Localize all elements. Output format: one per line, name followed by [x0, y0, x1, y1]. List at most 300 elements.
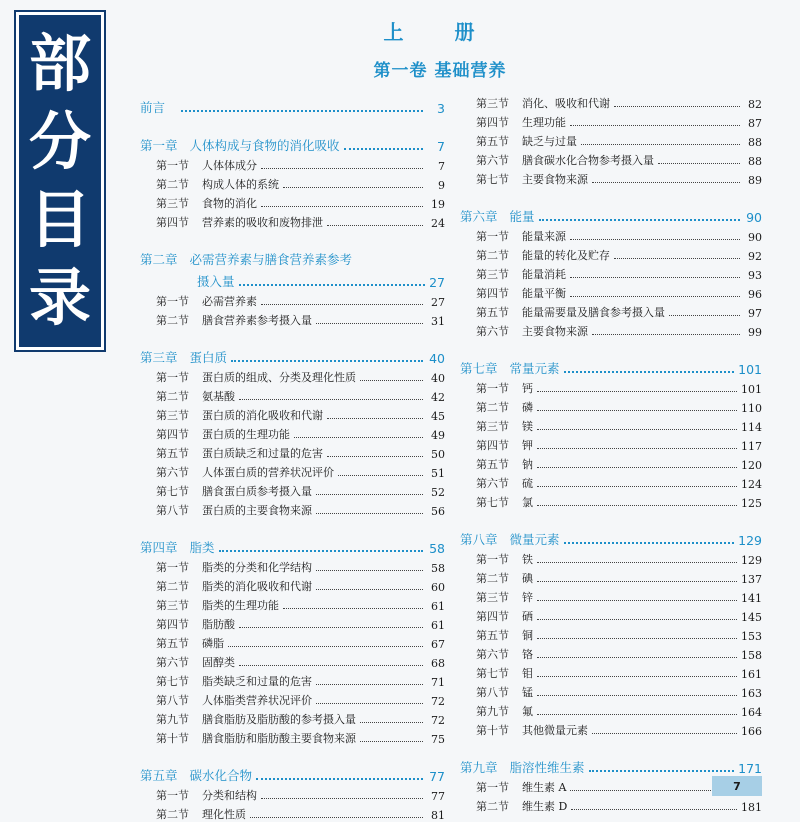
dot-leader [537, 714, 737, 715]
section-entry [140, 575, 445, 594]
section-title: 铬 [522, 648, 533, 661]
section-page: 40 [431, 372, 445, 385]
section-number: 第一节 [156, 371, 189, 384]
section-page: 49 [431, 429, 445, 442]
section-title: 分类和结构 [202, 789, 257, 802]
chapter-title: 常量元素 [509, 361, 560, 376]
section-number: 第三节 [156, 409, 189, 422]
section-page: 45 [431, 410, 445, 423]
section-entry [140, 192, 445, 211]
section-title: 能量需要量及膳食参考摄入量 [522, 306, 665, 319]
section-entry [140, 727, 445, 746]
dot-leader [219, 550, 423, 552]
chapter-page: 90 [746, 210, 762, 225]
dot-leader [316, 323, 423, 324]
section-entry [460, 719, 762, 738]
section-title: 铁 [522, 553, 533, 566]
section-title: 主要食物来源 [522, 325, 588, 338]
dot-leader [360, 722, 423, 723]
section-page: 19 [431, 198, 445, 211]
toc-left-column [140, 92, 445, 822]
section-title: 脂肪酸 [202, 618, 235, 631]
chapter-title: 脂溶性维生素 [509, 760, 585, 775]
section-title: 主要食物来源 [522, 173, 588, 186]
section-page: 51 [431, 467, 445, 480]
section-page: 114 [741, 421, 762, 434]
dot-leader [539, 219, 740, 221]
section-number: 第四节 [156, 216, 189, 229]
section-entry [140, 651, 445, 670]
section-page: 7 [438, 160, 445, 173]
section-title: 氟 [522, 705, 533, 718]
section-number: 第六节 [156, 656, 189, 669]
section-entry [460, 548, 762, 567]
dot-leader [537, 600, 737, 601]
sidebar-char: 目 [28, 183, 91, 256]
section-gap [140, 746, 445, 760]
dot-leader [589, 770, 735, 772]
section-number: 第七节 [476, 667, 509, 680]
section-page: 87 [748, 117, 762, 130]
dot-leader [537, 638, 737, 639]
section-entry [460, 700, 762, 719]
section-number: 第四节 [156, 618, 189, 631]
chapter-line-1 [140, 250, 445, 268]
section-page: 88 [748, 136, 762, 149]
section-gap [460, 339, 762, 353]
section-number: 第四节 [476, 287, 509, 300]
section-title: 能量消耗 [522, 268, 566, 281]
section-number: 第七节 [476, 173, 509, 186]
chapter-number: 第九章 [460, 760, 498, 775]
dot-leader [537, 410, 737, 411]
section-number: 第一节 [156, 561, 189, 574]
section-number: 第六节 [476, 154, 509, 167]
chapter-entry [460, 207, 762, 225]
section-number: 第五节 [476, 629, 509, 642]
dot-leader [360, 741, 423, 742]
section-number: 第一节 [476, 781, 509, 794]
chapter-page: 101 [738, 362, 762, 377]
section-entry [460, 320, 762, 339]
dot-leader [592, 733, 737, 734]
section-entry [140, 480, 445, 499]
chapter-entry [140, 766, 445, 784]
dot-leader [564, 371, 735, 373]
dot-leader [669, 315, 740, 316]
section-entry [460, 453, 762, 472]
chapter-number: 第六章 [460, 209, 498, 224]
section-title: 蛋白质的主要食物来源 [202, 504, 312, 517]
chapter-entry [140, 136, 445, 154]
section-page: 31 [431, 315, 445, 328]
section-title: 锌 [522, 591, 533, 604]
section-page: 52 [431, 486, 445, 499]
dot-leader [592, 182, 740, 183]
section-page: 129 [741, 554, 762, 567]
section-number: 第一节 [156, 295, 189, 308]
chapter-number: 第三章 [140, 350, 178, 365]
section-title: 人体体成分 [202, 159, 257, 172]
section-title: 磷脂 [202, 637, 224, 650]
chapter-page: 77 [429, 769, 445, 784]
dot-leader [570, 277, 740, 278]
section-page: 24 [431, 217, 445, 230]
section-gap [140, 518, 445, 532]
section-entry [140, 366, 445, 385]
section-title: 脂类的生理功能 [202, 599, 279, 612]
section-title: 膳食蛋白质参考摄入量 [202, 485, 312, 498]
section-title: 维生素 D [522, 800, 568, 813]
section-entry [140, 404, 445, 423]
section-number: 第五节 [156, 447, 189, 460]
section-entry [140, 670, 445, 689]
section-entry [460, 282, 762, 301]
dot-leader [570, 296, 740, 297]
section-page: 67 [431, 638, 445, 651]
section-number: 第二节 [476, 572, 509, 585]
section-entry [140, 803, 445, 822]
section-entry [460, 168, 762, 187]
chapter-page: 27 [429, 275, 445, 290]
section-number: 第二节 [156, 314, 189, 327]
dot-leader [239, 665, 423, 666]
dot-leader [338, 475, 423, 476]
dot-leader [250, 817, 423, 818]
section-number: 第六节 [476, 648, 509, 661]
section-entry [140, 461, 445, 480]
section-number: 第八节 [156, 504, 189, 517]
dot-leader [537, 429, 737, 430]
chapter-entry [140, 98, 445, 116]
dot-leader [537, 619, 737, 620]
section-page: 117 [741, 440, 762, 453]
section-title: 蛋白质的生理功能 [202, 428, 290, 441]
section-entry [460, 396, 762, 415]
dot-leader [261, 168, 423, 169]
section-entry [460, 472, 762, 491]
section-entry [140, 594, 445, 613]
dot-leader [316, 494, 423, 495]
section-title: 钾 [522, 439, 533, 452]
dot-leader [564, 542, 735, 544]
chapter-page: 171 [738, 761, 762, 776]
dot-leader [239, 399, 423, 400]
section-entry [460, 681, 762, 700]
section-title: 脂类的消化吸收和代谢 [202, 580, 312, 593]
section-title: 蛋白质的消化吸收和代谢 [202, 409, 323, 422]
section-number: 第三节 [476, 97, 509, 110]
section-entry [140, 385, 445, 404]
section-page: 96 [748, 288, 762, 301]
section-number: 第八节 [476, 686, 509, 699]
section-entry [460, 301, 762, 320]
sidebar-char: 部 [28, 27, 91, 100]
section-title: 膳食碳水化合物参考摄入量 [522, 154, 654, 167]
dot-leader [261, 304, 423, 305]
section-title: 缺乏与过量 [522, 135, 577, 148]
section-entry [460, 149, 762, 168]
section-title: 磷 [522, 401, 533, 414]
section-entry [460, 92, 762, 111]
section-number: 第五节 [476, 135, 509, 148]
chapter-number: 第五章 [140, 768, 178, 783]
section-page: 71 [431, 676, 445, 689]
section-number: 第二节 [156, 178, 189, 191]
section-title: 生理功能 [522, 116, 566, 129]
section-title: 蛋白质缺乏和过量的危害 [202, 447, 323, 460]
dot-leader [239, 627, 423, 628]
section-entry [460, 491, 762, 510]
dot-leader [283, 187, 423, 188]
section-title: 其他微量元素 [522, 724, 588, 737]
section-number: 第一节 [156, 789, 189, 802]
section-number: 第三节 [476, 268, 509, 281]
part-subtitle: 第一卷 基础营养 [373, 61, 507, 81]
section-title: 碘 [522, 572, 533, 585]
section-entry [460, 225, 762, 244]
section-title: 固醇类 [202, 656, 235, 669]
section-gap [140, 230, 445, 244]
section-title: 脂类的分类和化学结构 [202, 561, 312, 574]
dot-leader [570, 125, 740, 126]
section-title: 膳食营养素参考摄入量 [202, 314, 312, 327]
dot-leader [592, 334, 740, 335]
chapter-page: 58 [429, 541, 445, 556]
section-number: 第十节 [156, 732, 189, 745]
section-title: 营养素的吸收和废物排泄 [202, 216, 323, 229]
section-title: 膳食脂肪及脂肪酸的参考摄入量 [202, 713, 356, 726]
dot-leader [360, 380, 423, 381]
section-number: 第六节 [476, 477, 509, 490]
chapter-number: 第一章 [140, 138, 178, 153]
section-number: 第一节 [476, 382, 509, 395]
dot-leader [537, 676, 737, 677]
section-number: 第五节 [476, 306, 509, 319]
section-page: 99 [748, 326, 762, 339]
dot-leader [261, 798, 423, 799]
section-number: 第八节 [156, 694, 189, 707]
section-page: 88 [748, 155, 762, 168]
section-number: 第五节 [476, 458, 509, 471]
section-page: 141 [741, 592, 762, 605]
section-page: 124 [741, 478, 762, 491]
section-number: 第一节 [156, 159, 189, 172]
section-page: 77 [431, 790, 445, 803]
section-title: 镁 [522, 420, 533, 433]
section-page: 97 [748, 307, 762, 320]
section-page: 92 [748, 250, 762, 263]
section-number: 第七节 [156, 675, 189, 688]
dot-leader [537, 581, 737, 582]
section-title: 理化性质 [202, 808, 246, 821]
section-entry [140, 290, 445, 309]
dot-leader [537, 562, 737, 563]
section-title: 能量平衡 [522, 287, 566, 300]
section-entry [140, 708, 445, 727]
section-page: 158 [741, 649, 762, 662]
section-number: 第二节 [476, 249, 509, 262]
dot-leader [570, 239, 740, 240]
section-number: 第二节 [476, 401, 509, 414]
section-page: 58 [431, 562, 445, 575]
dot-leader [231, 360, 423, 362]
section-page: 90 [748, 231, 762, 244]
section-entry [140, 689, 445, 708]
section-number: 第六节 [476, 325, 509, 338]
section-title: 铜 [522, 629, 533, 642]
section-entry [460, 605, 762, 624]
section-entry [460, 377, 762, 396]
section-number: 第四节 [476, 439, 509, 452]
dot-leader [283, 608, 423, 609]
section-gap [460, 510, 762, 524]
section-entry [140, 499, 445, 518]
dot-leader [571, 809, 737, 810]
chapter-title: 必需营养素与膳食营养素参考 [189, 252, 353, 267]
sidebar-char: 分 [28, 105, 91, 178]
section-page: 72 [431, 695, 445, 708]
section-title: 能量来源 [522, 230, 566, 243]
section-entry [140, 309, 445, 328]
chapter-title: 人体构成与食物的消化吸收 [189, 138, 340, 153]
section-page: 60 [431, 581, 445, 594]
section-title: 钙 [522, 382, 533, 395]
dot-leader [537, 657, 737, 658]
section-title: 硫 [522, 477, 533, 490]
section-page: 72 [431, 714, 445, 727]
section-title: 人体脂类营养状况评价 [202, 694, 312, 707]
dot-leader [614, 258, 740, 259]
section-entry [140, 556, 445, 575]
section-title: 食物的消化 [202, 197, 257, 210]
section-page: 93 [748, 269, 762, 282]
section-page: 145 [741, 611, 762, 624]
section-title: 维生素 A [522, 781, 567, 794]
section-page: 27 [431, 296, 445, 309]
section-page: 82 [748, 98, 762, 111]
section-page: 42 [431, 391, 445, 404]
section-number: 第四节 [476, 116, 509, 129]
page-number: 7 [712, 776, 762, 796]
section-gap [460, 187, 762, 201]
dot-leader [537, 486, 737, 487]
section-title: 能量的转化及贮存 [522, 249, 610, 262]
section-number: 第五节 [156, 637, 189, 650]
section-title: 人体蛋白质的营养状况评价 [202, 466, 334, 479]
section-title: 构成人体的系统 [202, 178, 279, 191]
section-title: 氯 [522, 496, 533, 509]
section-page: 137 [741, 573, 762, 586]
chapter-title: 能量 [509, 209, 535, 224]
chapter-number: 前言 [140, 100, 166, 115]
section-title: 钼 [522, 667, 533, 680]
section-title: 锰 [522, 686, 533, 699]
section-number: 第三节 [156, 599, 189, 612]
chapter-title: 蛋白质 [189, 350, 228, 365]
section-entry [140, 784, 445, 803]
dot-leader [658, 163, 740, 164]
section-gap [140, 328, 445, 342]
section-entry [460, 643, 762, 662]
volume-title: 上 册 [383, 20, 497, 44]
section-number: 第二节 [156, 808, 189, 821]
section-entry [460, 244, 762, 263]
dot-leader [537, 505, 737, 506]
chapter-number: 第四章 [140, 540, 178, 555]
dot-leader [537, 695, 737, 696]
section-number: 第二节 [476, 800, 509, 813]
section-entry [460, 662, 762, 681]
dot-leader [581, 144, 740, 145]
dot-leader [614, 106, 740, 107]
chapter-title-cont: 摄入量 [197, 274, 235, 289]
section-title: 蛋白质的组成、分类及理化性质 [202, 371, 356, 384]
section-page: 181 [741, 801, 762, 814]
section-number: 第七节 [476, 496, 509, 509]
section-page: 56 [431, 505, 445, 518]
section-page: 164 [741, 706, 762, 719]
chapter-title: 微量元素 [509, 532, 560, 547]
chapter-page: 7 [437, 139, 445, 154]
dot-leader [316, 513, 423, 514]
section-page: 50 [431, 448, 445, 461]
chapter-number: 第八章 [460, 532, 498, 547]
section-number: 第二节 [156, 580, 189, 593]
chapter-entry [460, 758, 762, 776]
chapter-number: 第七章 [460, 361, 498, 376]
section-page: 153 [741, 630, 762, 643]
section-number: 第三节 [476, 591, 509, 604]
section-entry [460, 586, 762, 605]
section-page: 68 [431, 657, 445, 670]
dot-leader [181, 110, 423, 112]
section-entry [460, 111, 762, 130]
chapter-entry [140, 348, 445, 366]
chapter-entry [460, 359, 762, 377]
section-entry [460, 567, 762, 586]
dot-leader [344, 148, 423, 150]
section-number: 第三节 [476, 420, 509, 433]
section-page: 9 [438, 179, 445, 192]
dot-leader [239, 284, 426, 286]
section-entry [460, 415, 762, 434]
chapter-page: 129 [738, 533, 762, 548]
dot-leader [327, 456, 423, 457]
section-page: 166 [741, 725, 762, 738]
section-number: 第九节 [476, 705, 509, 718]
section-page: 125 [741, 497, 762, 510]
section-entry [460, 795, 762, 814]
section-title: 消化、吸收和代谢 [522, 97, 610, 110]
chapter-number: 第二章 [140, 252, 178, 267]
dot-leader [294, 437, 423, 438]
dot-leader [537, 391, 737, 392]
dot-leader [327, 225, 423, 226]
section-number: 第二节 [156, 390, 189, 403]
section-number: 第六节 [156, 466, 189, 479]
section-title: 钠 [522, 458, 533, 471]
section-entry [460, 263, 762, 282]
chapter-title: 碳水化合物 [189, 768, 253, 783]
toc-right-column [460, 92, 762, 814]
section-page: 61 [431, 619, 445, 632]
dot-leader [537, 448, 737, 449]
section-entry [140, 613, 445, 632]
section-title: 脂类缺乏和过量的危害 [202, 675, 312, 688]
dot-leader [316, 570, 423, 571]
section-gap [460, 738, 762, 752]
